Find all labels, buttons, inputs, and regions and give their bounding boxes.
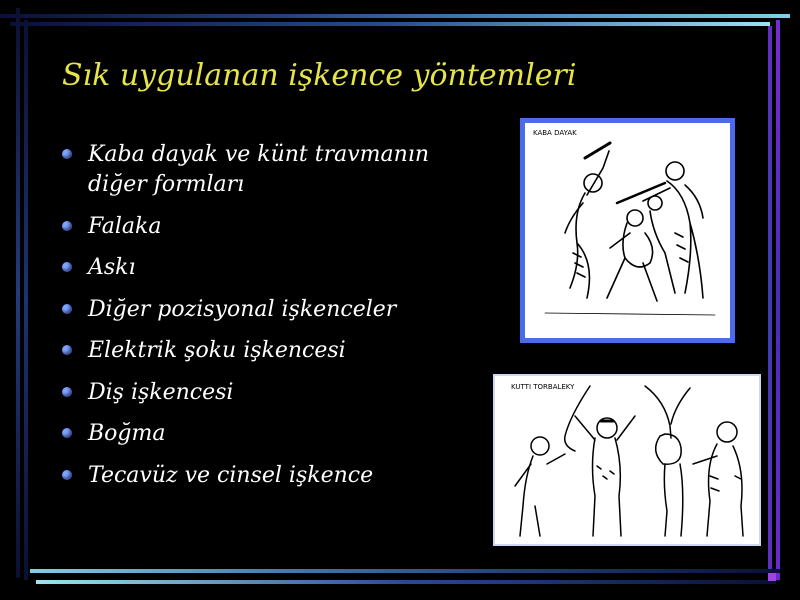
bullet-list [58,140,478,502]
bullet-item [58,253,478,283]
image-caption: KABA DAYAK [533,129,577,137]
bullet-text: Diğer pozisyonal işkenceler [88,296,397,322]
bullet-item [58,212,478,242]
bullet-dot-icon [62,428,72,438]
bullet-text: Diş işkencesi [88,379,234,405]
bottom-gradient-line-1 [30,569,780,573]
beating-sketch-icon [525,123,730,338]
bullet-dot-icon [62,149,72,159]
image-caption: KUTTI TORBALEKY [511,383,575,391]
slide-title: Sık uygulanan işkence yöntemleri [62,58,577,93]
bullet-dot-icon [62,387,72,397]
bullet-dot-icon [62,304,72,314]
bullet-dot-icon [62,262,72,272]
bullet-text: Elektrik şoku işkencesi [88,338,346,363]
bullet-text: Kaba dayak ve künt travmanın diğer formları [88,142,430,197]
bullet-item [58,378,478,408]
right-gradient-line-2 [768,26,772,574]
bullet-item [58,336,478,366]
bullet-dot-icon [62,470,72,480]
corner-square [768,573,776,581]
bullet-item [58,140,478,200]
bullet-text: Falaka [88,213,162,239]
beating-illustration [520,118,735,343]
bullet-dot-icon [62,345,72,355]
bullet-text: Boğma [88,421,166,446]
bullet-item [58,295,478,325]
suspension-illustration [493,374,761,546]
bullet-text: Askı [88,255,136,280]
left-gradient-line-1 [16,8,20,578]
bullet-item [58,461,478,491]
bullet-text: Tecavüz ve cinsel işkence [88,462,374,488]
top-gradient-line-2 [10,22,770,26]
bullet-dot-icon [62,221,72,231]
right-gradient-line-1 [776,20,780,580]
top-gradient-line-1 [0,14,790,18]
bottom-gradient-line-2 [36,580,776,584]
suspension-sketch-icon [495,376,759,544]
bullet-item [58,419,478,449]
left-gradient-line-2 [24,20,28,580]
